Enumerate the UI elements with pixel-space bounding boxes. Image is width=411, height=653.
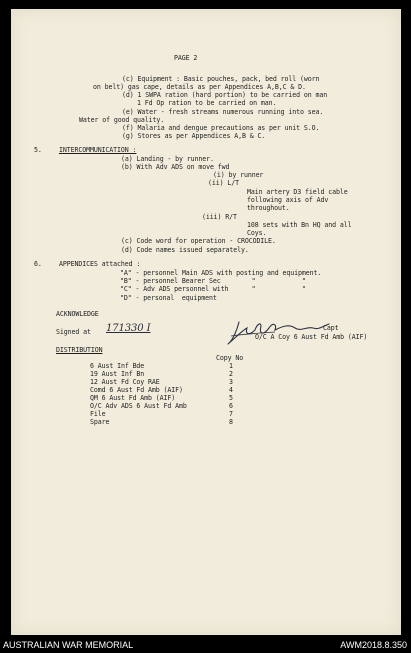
sec4-line: (e) Water - fresh streams numerous running into sea.: [122, 108, 324, 116]
signed-at-label: Signed at: [56, 328, 91, 336]
distribution-copy: 8: [229, 418, 233, 426]
appendix-line: "D" - personal equipment: [120, 294, 217, 302]
acknowledge-label: ACKNOWLEDGE: [56, 310, 99, 318]
distribution-copy: 5: [229, 394, 233, 402]
appendix-line: "B" - personnel Bearer Sec " ": [120, 277, 306, 285]
section-heading: APPENDICES attached :: [59, 260, 141, 268]
distribution-recipient: QM 6 Aust Fd Amb (AIF): [90, 394, 176, 402]
sec4-line: 1 Fd Op ration to be carried on man.: [137, 99, 277, 107]
distribution-copy: 2: [229, 370, 233, 378]
sec5-line: throughout.: [247, 204, 290, 212]
page-title: PAGE 2: [174, 54, 198, 62]
distribution-recipient: Comd 6 Aust Fd Amb (AIF): [90, 386, 183, 394]
section-number: 6.: [34, 260, 42, 268]
distribution-heading: DISTRIBUTION: [56, 346, 103, 354]
distribution-copy: 4: [229, 386, 233, 394]
section-heading: INTERCOMMUNICATION :: [59, 146, 137, 154]
distribution-recipient: File: [90, 410, 106, 418]
sec4-line: Water of good quality.: [79, 116, 165, 124]
sec5-line: (iii) R/T: [202, 213, 237, 221]
section-number: 5.: [34, 146, 42, 154]
sec5-line: Main artery D3 field cable: [247, 188, 348, 196]
handwritten-signature: [225, 316, 331, 348]
sec4-line: (g) Stores as per Appendices A,B & C.: [122, 132, 266, 140]
sec5-line: Coys.: [247, 229, 267, 237]
archive-reference: AWM2018.8.350: [340, 640, 407, 650]
sec5-line: (d) Code names issued separately.: [121, 246, 249, 254]
distribution-recipient: 6 Aust Inf Bde: [90, 362, 145, 370]
distribution-recipient: Spare: [90, 418, 110, 426]
distribution-recipient: 12 Aust Fd Coy RAE: [90, 378, 160, 386]
sec4-line: (f) Malaria and dengue precautions as per unit S.O.: [122, 124, 320, 132]
appendix-line: "C" - Adv ADS personnel with " ": [120, 285, 306, 293]
sec5-line: following axis of Adv: [247, 196, 329, 204]
document-page: [11, 9, 401, 635]
distribution-copy: 1: [229, 362, 233, 370]
sec5-line: (b) With Adv ADS on move fwd: [121, 163, 230, 171]
distribution-copy: 7: [229, 410, 233, 418]
sec4-line: on belt) gas cape, details as per Appendices A,B,C & D.: [93, 83, 306, 91]
signature-title: O/C A Coy 6 Aust Fd Amb (AIF): [255, 333, 368, 341]
distribution-copy: 3: [229, 378, 233, 386]
distribution-recipient: O/C Adv ADS 6 Aust Fd Amb: [90, 402, 187, 410]
sec5-line: (i) by runner: [213, 171, 264, 179]
signature-rank: Capt: [323, 324, 339, 332]
signed-at-value: 171330 I: [106, 323, 151, 334]
copy-no-header: Copy No: [216, 354, 244, 362]
distribution-copy: 6: [229, 402, 233, 410]
sec5-line: (ii) L/T: [208, 179, 239, 187]
sec5-line: (a) Landing - by runner.: [121, 155, 214, 163]
archive-footer: [0, 637, 411, 653]
sec5-line: 108 sets with Bn HQ and all: [247, 221, 352, 229]
sec4-line: (c) Equipment : Basic pouches, pack, bed roll (worn: [122, 75, 320, 83]
archive-name: AUSTRALIAN WAR MEMORIAL: [3, 640, 134, 650]
distribution-recipient: 19 Aust Inf Bn: [90, 370, 145, 378]
sec5-line: (c) Code word for operation - CROCODILE.: [121, 237, 276, 245]
appendix-line: "A" - personnel Main ADS with posting and equipment.: [120, 269, 322, 277]
sec4-line: (d) 1 SWPA ration (hard portion) to be carried on man: [122, 91, 328, 99]
